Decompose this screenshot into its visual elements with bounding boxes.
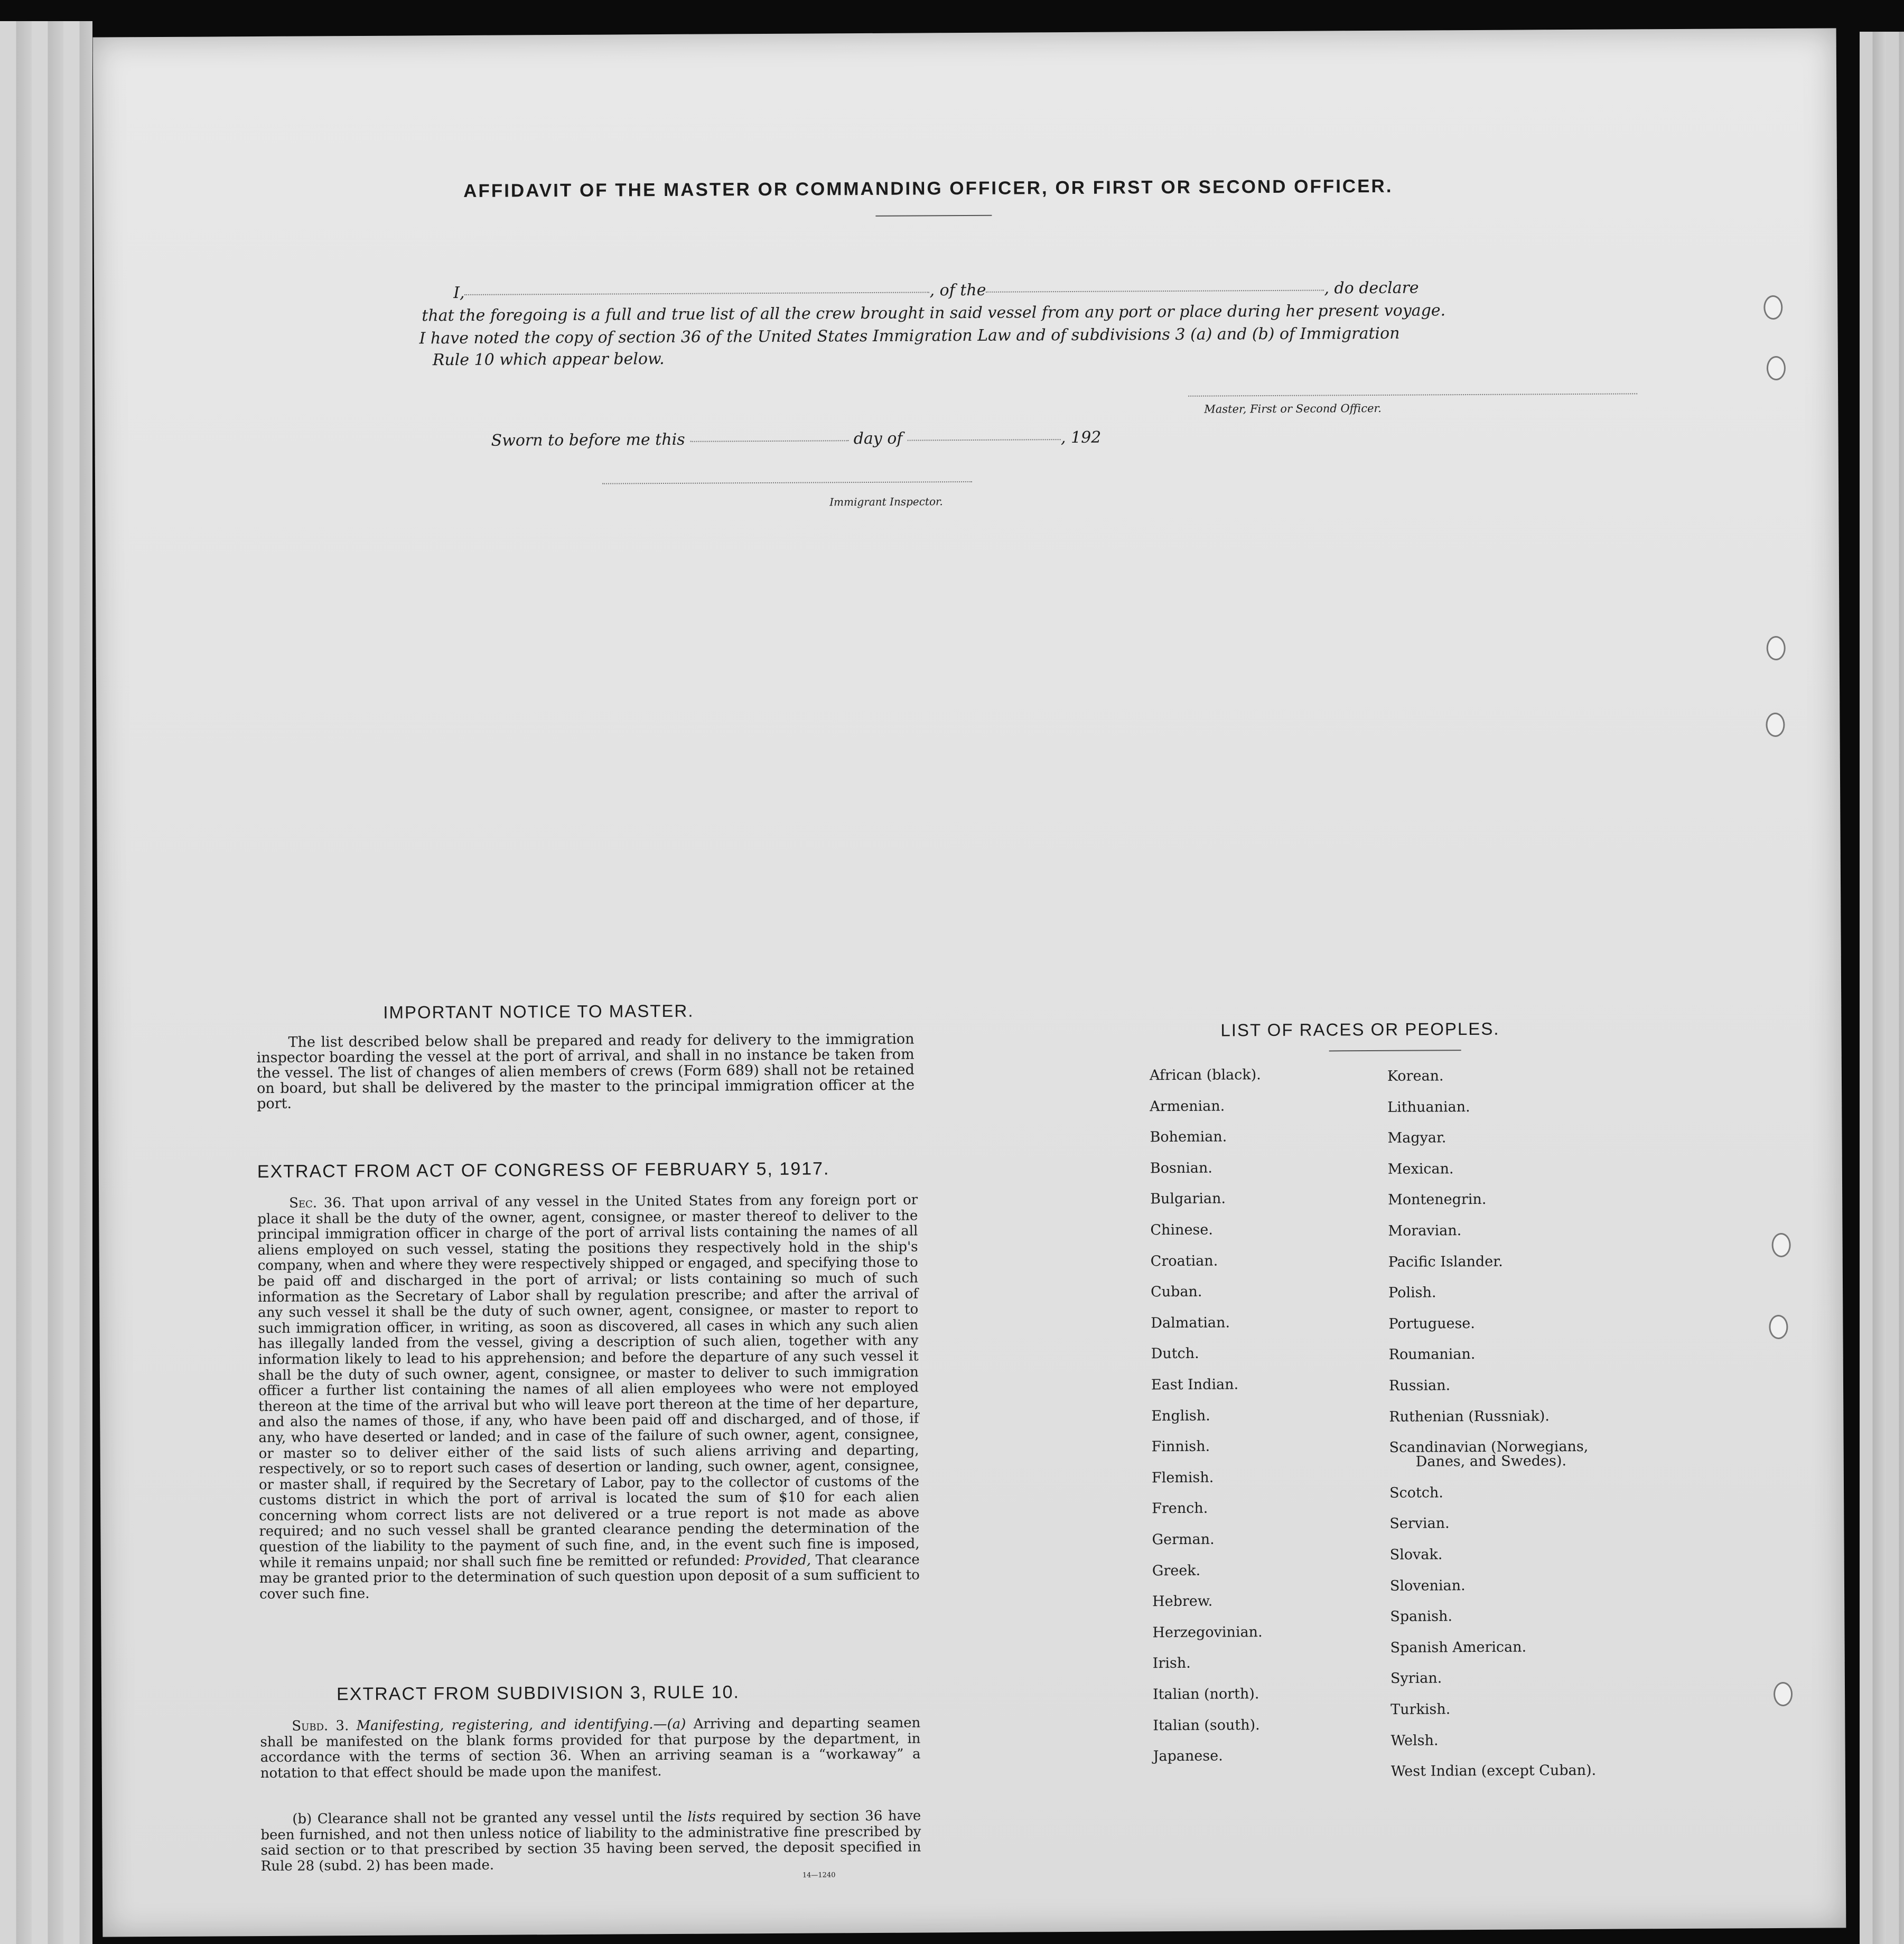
race-item: German. (1152, 1531, 1215, 1548)
sworn-month-blank[interactable] (908, 437, 1061, 441)
race-item: Turkish. (1390, 1701, 1451, 1718)
rule-extract-text-b (260, 1809, 921, 1875)
race-item: Moravian. (1388, 1222, 1462, 1239)
title-divider (875, 215, 992, 217)
subd-label: Subd. 3. (292, 1718, 349, 1734)
affidavit-title: AFFIDAVIT OF THE MASTER OR COMMANDING OFFICER, OR FIRST OR SECOND OFFICER. (463, 175, 1393, 201)
race-item: Greek. (1152, 1562, 1201, 1579)
races-divider (1329, 1050, 1461, 1051)
name-blank[interactable] (465, 289, 930, 295)
race-item: Italian (north). (1152, 1686, 1259, 1703)
sworn-day-blank[interactable] (690, 438, 848, 442)
race-item: Irish. (1152, 1655, 1191, 1672)
act-extract-text (257, 1193, 920, 1603)
rule-extract-text-a (260, 1716, 921, 1782)
sworn-line (491, 428, 1102, 450)
races-title: LIST OF RACES OR PEOPLES. (1220, 1018, 1500, 1040)
affidavit-line-4: Rule 10 which appear below. (432, 350, 665, 370)
notice-title: IMPORTANT NOTICE TO MASTER. (383, 1001, 694, 1022)
race-item: English. (1151, 1407, 1210, 1424)
affidavit-declare: , do declare (1324, 278, 1419, 298)
form-page (93, 28, 1846, 1937)
sec-36-body: That upon arrival of any vessel in the United States from any foreign port or place it shall be the duty of the owner, agent, consignee, or master thereof to deliver to the principal immigration officer in charge of the port of arrival lists containing the names of all aliens employed on such vessel, stating the positions they respectively hold in the ship's company, when and where they were respectively shipped or engaged, and specifying those to be paid off and discharged in the port of arrival; or lists containing so much of such information as the Secretary of Labor shall by regulation prescribe; and after the arrival of any such vessel it shall be the duty of such owner, agent, consignee, or master to report to such immigration officer, in writing, as soon as discovered, all cases in which any such alien has illegally landed from the vessel, giving a description of such alien, together with any information likely to lead to his apprehension; and before the departure of any such vessel it shall be the duty of such owner, agent, consignee, or master to deliver to such immigration officer a further list containing the names of all alien employees who were not employed thereon at the time of the arrival but who will leave port thereon at the time of her departure, and also the names of those, if any, who have been paid off and discharged, and of those, if any, who have deserted or landed; and in case of the failure of such owner, agent, consignee, or master so to deliver either of the said lists of such aliens arriving and departing, respectively, or so to report such cases of desertion or landing, such owner, agent, consignee, or master shall, if required by the Secretary of Labor, pay to the collector of customs of the customs district in which the port of arrival is located the sum of $10 for each alien concerning whom correct lists are not delivered or a true report is not made as above required; and no such vessel shall be granted clearance pending the determination of the question of the liability to the payment of such fine, and, in the event such fine is imposed, while it remains unpaid; nor shall such fine be remitted or refunded: (257, 1192, 920, 1571)
subd-text-a: Arriving and departing seamen shall be manifested on the blank forms provided for that purpose by the department, in accordance with the terms of section 36. When an arriving seaman is a “workaway” a notation to that effect should be made upon the manifest. (260, 1715, 921, 1781)
race-item: Korean. (1387, 1068, 1444, 1085)
race-item: Bosnian. (1150, 1160, 1212, 1177)
race-item: Danes, and Swedes). (1415, 1453, 1567, 1470)
race-item: Russian. (1388, 1377, 1451, 1394)
race-item: African (black). (1149, 1067, 1261, 1084)
races-left-column (93, 28, 1836, 37)
race-item: Chinese. (1150, 1221, 1214, 1239)
race-item: Polish. (1388, 1284, 1436, 1302)
race-item: Finnish. (1151, 1438, 1210, 1455)
punch-hole (1766, 713, 1785, 737)
provided-word: Provided, (744, 1552, 811, 1568)
punch-hole (1774, 1682, 1793, 1706)
race-item: Hebrew. (1152, 1593, 1213, 1610)
race-item: Syrian. (1390, 1670, 1442, 1687)
race-item: Herzegovinian. (1152, 1623, 1263, 1641)
inspector-signature-blank[interactable] (602, 479, 972, 484)
affidavit-line-1 (453, 279, 1419, 303)
race-item: Flemish. (1151, 1469, 1214, 1487)
adjacent-page-left-edge (0, 21, 92, 1944)
race-item: Cuban. (1150, 1283, 1202, 1301)
sec-36-end: That clearance may be granted prior to the determination of such question upon deposit of a sum sufficient to cover such fine. (259, 1552, 920, 1602)
race-item: Bulgarian. (1150, 1190, 1226, 1208)
race-item: Roumanian. (1388, 1346, 1476, 1363)
affidavit-line-2: that the foregoing is a full and true list of all the crew brought in said vessel from any port or place during her present voyage. (422, 301, 1446, 325)
race-item: Dutch. (1151, 1345, 1199, 1362)
sec-36-label: Sec. 36. (289, 1195, 346, 1211)
vessel-blank[interactable] (986, 287, 1324, 292)
year-text: , 192 (1060, 428, 1102, 447)
lists-word: lists (687, 1809, 716, 1825)
race-item: Montenegrin. (1388, 1191, 1487, 1209)
punch-hole (1767, 356, 1786, 380)
punch-hole (1769, 1315, 1788, 1339)
affidavit-line-3: I have noted the copy of section 36 of the United States Immigration Law and of subdivisions 3 (a) and (b) of Immigration (419, 324, 1400, 348)
race-item: Spanish American. (1390, 1639, 1527, 1656)
race-item: West Indian (except Cuban). (1390, 1762, 1597, 1780)
form-number: 14—1240 (802, 1871, 836, 1880)
race-item: Italian (south). (1153, 1716, 1260, 1734)
punch-hole (1772, 1233, 1791, 1257)
race-item: Servian. (1389, 1515, 1450, 1532)
race-item: Slovenian. (1389, 1577, 1466, 1594)
race-item: Pacific Islander. (1388, 1253, 1503, 1270)
race-item: Dalmatian. (1151, 1314, 1230, 1332)
race-item: Armenian. (1150, 1098, 1225, 1115)
race-item: Lithuanian. (1387, 1098, 1470, 1116)
race-item: Spanish. (1390, 1608, 1453, 1625)
rule-extract-title: EXTRACT FROM SUBDIVISION 3, RULE 10. (336, 1682, 740, 1705)
master-signature-blank[interactable] (1188, 391, 1637, 396)
subd-text-b-start: (b) Clearance shall not be granted any vessel until the (292, 1809, 682, 1827)
affidavit-of-the: , of the (929, 281, 986, 300)
race-item: Japanese. (1153, 1747, 1223, 1765)
race-item: Mexican. (1387, 1161, 1454, 1177)
race-item: Magyar. (1387, 1129, 1446, 1147)
race-item: Slovak. (1389, 1546, 1443, 1563)
race-item: Welsh. (1390, 1732, 1439, 1749)
race-item: Scandinavian (Norwegians, (1389, 1438, 1589, 1456)
race-item: Scotch. (1389, 1484, 1443, 1501)
subd-text-b: required by section 36 have been furnished, and not then unless notice of liability to the administrative fine prescribed by said section or to that prescribed by section 35 having been served, the deposit specified in Rule 28 (subd. 2) has been made. (260, 1808, 921, 1874)
race-item: Ruthenian (Russniak). (1389, 1407, 1550, 1425)
race-item: Bohemian. (1150, 1128, 1227, 1146)
race-item: Portuguese. (1388, 1315, 1476, 1332)
race-item: French. (1152, 1500, 1208, 1517)
adjacent-page-right-edge (1860, 32, 1904, 1944)
day-of-text: day of (853, 429, 903, 448)
sworn-text: Sworn to before me this (491, 430, 685, 450)
race-item: East Indian. (1151, 1376, 1239, 1394)
race-item: Croatian. (1150, 1253, 1218, 1269)
master-signature-label: Master, First or Second Officer. (1204, 401, 1382, 416)
act-extract-title: EXTRACT FROM ACT OF CONGRESS OF FEBRUARY 5, 1917. (257, 1158, 830, 1182)
affidavit-i: I, (453, 283, 465, 303)
punch-hole (1767, 636, 1786, 660)
notice-text: The list described below shall be prepared and ready for delivery to the immigration inspector boarding the vessel at the port of arrival, and shall in no instance be taken from the vessel. The list of changes of alien members of crews (Form 689) shall not be retained on board, but shall be delivered by the master to the principal immigration officer at the port. (256, 1031, 915, 1113)
races-right-column (93, 28, 1836, 37)
inspector-label: Immigrant Inspector. (829, 495, 943, 509)
punch-hole (1763, 295, 1782, 320)
subd-heading: Manifesting, registering, and identifying.—(a) (356, 1716, 686, 1734)
